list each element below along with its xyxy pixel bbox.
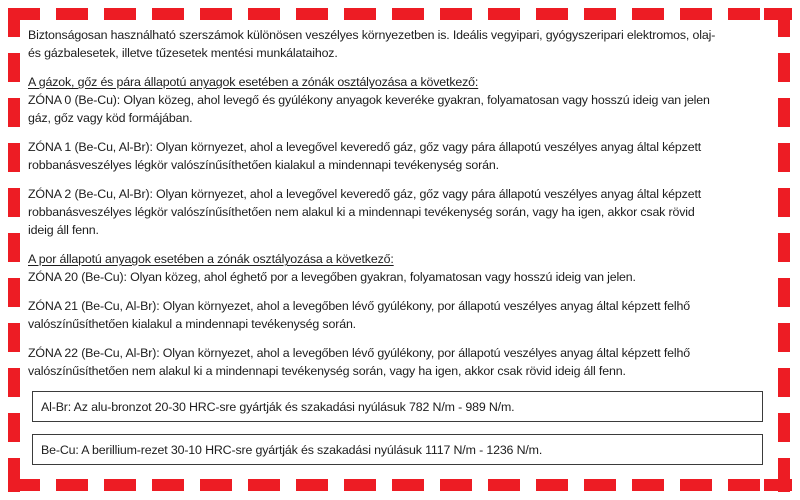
be-cu-note-box: [32, 434, 763, 465]
zone1-line: ZÓNA 1 (Be-Cu, Al-Br): Olyan környezet, ahol a levegővel keveredő gáz, gőz vagy pára állapotú veszélyes anyag által képzett: [28, 140, 702, 154]
zone0-line: ZÓNA 0 (Be-Cu): Olyan közeg, ahol levegő és gyúlékony anyagok keveréke gyakran, folyamatosan vagy hosszú ideig van jelen: [28, 93, 710, 107]
dashed-border-corner: [764, 479, 790, 491]
zone21-paragraph: [28, 297, 772, 333]
al-br-note-box: [32, 391, 763, 422]
zone2-line: robbanásveszélyes légkör valószínűsíthetően nem alakul ki a mindennapi tevékenység során, vagy ha igen, akkor csak rövid: [28, 205, 695, 219]
zone2-line: ideig áll fenn.: [28, 223, 99, 237]
dashed-border-top: [8, 8, 792, 20]
document-body: [28, 26, 772, 465]
zone22-line: ZÓNA 22 (Be-Cu, Al-Br): Olyan környezet, ahol a levegőben lévő gyúlékony, por állapotú veszélyes anyag által képzett felhő: [28, 346, 690, 360]
zone1-paragraph: [28, 138, 772, 174]
zone0-line: gáz, gőz vagy köd formájában.: [28, 111, 193, 125]
zone21-line: ZÓNA 21 (Be-Cu, Al-Br): Olyan környezet, ahol a levegőben lévő gyúlékony, por állapotú veszélyes anyag által képzett felhő: [28, 299, 690, 313]
dashed-border-right: [778, 8, 790, 492]
intro-line: és gázbalesetek, illetve tűzesetek mentési munkálataihoz.: [28, 46, 338, 60]
intro-paragraph: [28, 26, 772, 62]
zone20-line: ZÓNA 20 (Be-Cu): Olyan közeg, ahol éghető por a levegőben gyakran, folyamatosan vagy hosszú ideig van jelen.: [28, 270, 636, 284]
dashed-border-left: [8, 8, 20, 492]
dashed-border-corner: [764, 8, 790, 20]
zone22-paragraph: [28, 344, 772, 380]
zone2-paragraph: [28, 185, 772, 239]
gas-section-heading: A gázok, gőz és pára állapotú anyagok esetében a zónák osztályozása a következő:: [28, 75, 479, 89]
gas-section-zone0-paragraph: [28, 73, 772, 127]
be-cu-note-text: Be-Cu: A berillium-rezet 30-10 HRC-sre gyártják és szakadási nyúlásuk 1117 N/m - 1236 N/m.: [41, 442, 543, 457]
zone2-line: ZÓNA 2 (Be-Cu, Al-Br): Olyan környezet, ahol a levegővel keveredő gáz, gőz vagy pára állapotú veszélyes anyag által képzett: [28, 187, 702, 201]
al-br-note-text: Al-Br: Az alu-bronzot 20-30 HRC-sre gyártják és szakadási nyúlásuk 782 N/m - 989 N/m.: [41, 399, 515, 414]
dust-section-heading: A por állapotú anyagok esetében a zónák osztályozása a következő:: [28, 252, 394, 266]
zone21-line: valószínűsíthetően kialakul a mindennapi tevékenység során.: [28, 317, 356, 331]
dashed-border-corner: [8, 462, 20, 492]
zone22-line: valószínűsíthetően nem alakul ki a mindennapi tevékenység során, vagy ha igen, akkor csak rövid ideig áll fenn.: [28, 364, 626, 378]
dashed-border-corner: [778, 462, 790, 492]
dashed-border-bottom: [8, 479, 792, 491]
zone1-line: robbanásveszélyes légkör valószínűsíthetően kialakul a mindennapi tevékenység során.: [28, 158, 499, 172]
dust-section-zone20-paragraph: [28, 250, 772, 286]
intro-line: Biztonságosan használható szerszámok különösen veszélyes környezetben is. Ideális vegyipari, gyógyszeripari elektromos, olaj-: [28, 28, 716, 42]
